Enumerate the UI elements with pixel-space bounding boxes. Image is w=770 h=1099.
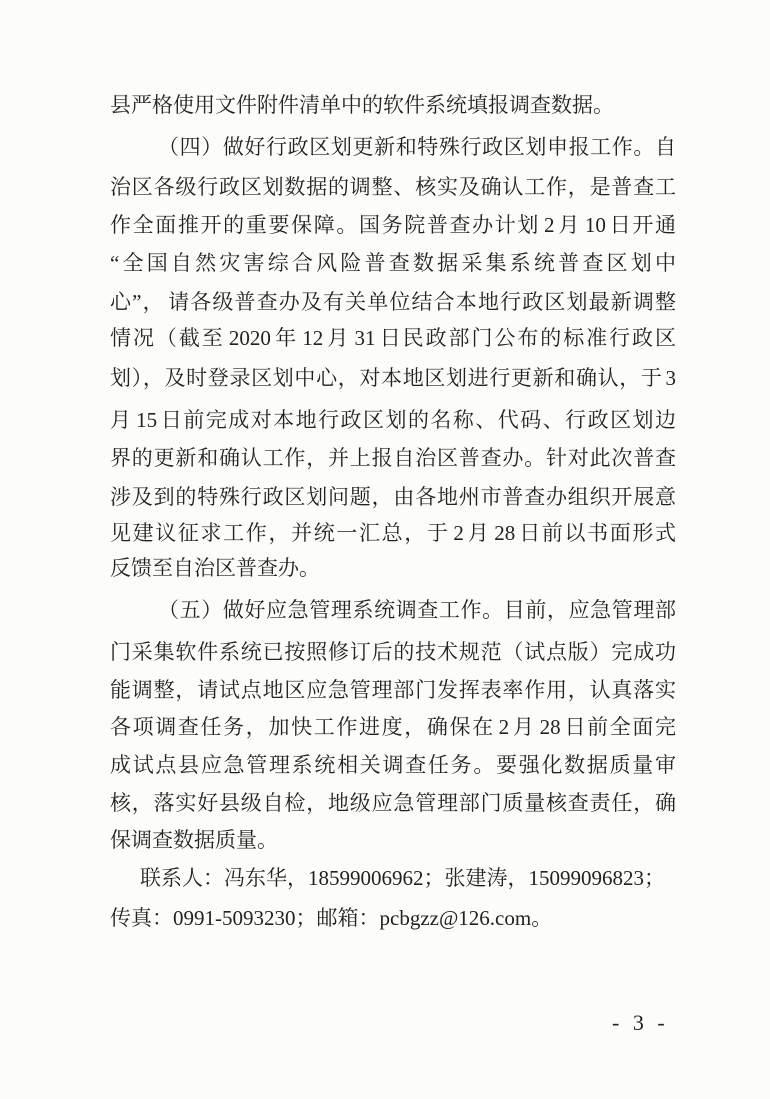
text-line-end: 反馈至自治区普查办。 — [110, 556, 320, 580]
text-line: “全国自然灾害综合风险普查数据采集系统普查区划中 — [110, 251, 676, 275]
text-line: 能调整，请试点地区应急管理部门发挥表率作用，认真落实 — [110, 678, 676, 702]
contact-fax-email-line: 传真：0991-5093230；邮箱：pcbgzz@126.com。 — [110, 906, 553, 930]
text-line: 门采集软件系统已按照修订后的技术规范（试点版）完成功 — [110, 640, 676, 664]
text-line: 月 15 日前完成对本地行政区划的名称、代码、行政区划边 — [110, 408, 676, 432]
text-line: 作全面推开的重要保障。国务院普查办计划 2 月 10 日开通 — [110, 213, 676, 237]
text-line: 保调查数据质量。 — [110, 828, 278, 852]
text-line: 核，落实好县级自检，地级应急管理部门质量核查责任，确 — [110, 791, 676, 815]
text-line: 情况（截至 2020 年 12 月 31 日民政部门公布的标准行政区 — [110, 326, 676, 350]
text-line: 划），及时登录区划中心，对本地区划进行更新和确认，于 3 — [110, 366, 676, 390]
section-four-heading-line: （四）做好行政区划更新和特殊行政区划申报工作。自 — [158, 135, 676, 159]
text-line: 心”， 请各级普查办及有关单位结合本地行政区划最新调整 — [110, 290, 676, 314]
text-line: 各项调查任务，加快工作进度，确保在 2 月 28 日前全面完 — [110, 715, 676, 739]
text-line: 成试点县应急管理系统相关调查任务。要强化数据质量审 — [110, 753, 676, 777]
text-line: 界的更新和确认工作，并上报自治区普查办。针对此次普查 — [110, 446, 676, 470]
contact-persons-line: 联系人：冯东华，18599006962；张建涛，15099096823； — [140, 866, 665, 890]
text-line: 治区各级行政区划数据的调整、核实及确认工作，是普查工 — [110, 175, 676, 199]
page-number: - 3 - — [612, 1010, 669, 1035]
section-five-heading-line: （五）做好应急管理系统调查工作。目前，应急管理部 — [158, 598, 676, 622]
text-line: 县严格使用文件附件清单中的软件系统填报调查数据。 — [110, 93, 614, 117]
text-line: 见建议征求工作，并统一汇总，于 2 月 28 日前以书面形式 — [110, 521, 676, 545]
text-line: 涉及到的特殊行政区划问题，由各地州市普查办组织开展意 — [110, 485, 676, 509]
